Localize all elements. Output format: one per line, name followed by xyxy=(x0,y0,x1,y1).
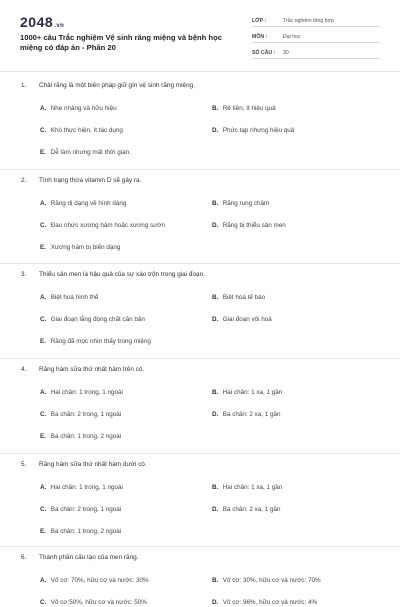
meta-value[interactable]: Trắc nghiệm tổng hợp xyxy=(283,18,334,24)
answer-option[interactable] xyxy=(40,149,131,156)
question-text xyxy=(21,177,141,184)
answer-option[interactable] xyxy=(40,127,123,134)
option-label: B. xyxy=(212,200,219,207)
question-number: 4. xyxy=(21,366,27,373)
option-text: Ba chân: 1 trong, 2 ngoài xyxy=(50,433,122,440)
option-text: Biệt hoá tế bào xyxy=(222,294,266,301)
answer-option[interactable] xyxy=(212,599,317,606)
question-stem: Răng hàm sữa thứ nhất hàm trên có. xyxy=(39,366,145,373)
option-label: E. xyxy=(40,149,46,156)
option-label: A. xyxy=(40,577,47,584)
question-number: 1. xyxy=(21,82,27,89)
option-text: Hai chân: 1 trong, 1 ngoài xyxy=(50,389,123,396)
answer-option[interactable] xyxy=(212,222,286,229)
question-item xyxy=(0,547,400,607)
question-item xyxy=(0,75,400,170)
answer-option[interactable] xyxy=(40,506,121,513)
option-label: C. xyxy=(40,127,47,134)
answer-option[interactable] xyxy=(212,411,281,418)
option-label: E. xyxy=(40,244,46,251)
answer-option[interactable] xyxy=(212,484,282,491)
answer-option[interactable] xyxy=(40,389,123,396)
option-text: Vô cơ: 70%, hữu cơ và nước: 30% xyxy=(50,577,149,584)
question-stem: Thiểu sản men là hậu quả của sự xáo trộn trong giai đoạn. xyxy=(39,271,205,278)
option-text: Răng bị thiểu sản men xyxy=(222,222,286,229)
option-text: Răng đã mọc nhìn thấy trong miệng xyxy=(50,338,151,345)
question-item xyxy=(0,454,400,547)
option-text: Khó thực hiện, ít tác dụng xyxy=(50,127,123,134)
answer-option[interactable] xyxy=(40,222,165,229)
answer-option[interactable] xyxy=(212,105,276,112)
meta-key: SỐ CÂU : xyxy=(252,50,276,56)
meta-row-class xyxy=(252,14,380,27)
option-label: E. xyxy=(40,338,46,345)
question-list xyxy=(0,75,400,607)
answer-option[interactable] xyxy=(40,577,149,584)
option-text: Biệt hoá hình thể xyxy=(50,294,99,301)
question-number: 3. xyxy=(21,271,27,278)
option-label: E. xyxy=(40,433,46,440)
option-text: Nhẹ nhàng và hữu hiệu xyxy=(50,105,117,112)
option-text: Giai đoạn lắng đọng chất căn bản xyxy=(50,316,145,323)
option-text: Vô cơ: 30%, hữu cơ và nước: 70% xyxy=(222,577,321,584)
question-item xyxy=(0,264,400,359)
question-number: 2. xyxy=(21,177,27,184)
document-title: 1000+ câu Trắc nghiệm Vệ sinh răng miệng và bệnh học miệng có đáp án - Phần 20 xyxy=(20,33,222,52)
question-text xyxy=(21,82,195,89)
answer-option[interactable] xyxy=(40,484,123,491)
answer-option[interactable] xyxy=(40,433,121,440)
option-label: B. xyxy=(212,294,219,301)
option-label: B. xyxy=(212,484,219,491)
option-label: B. xyxy=(212,105,219,112)
option-text: Phức tạp nhưng hiệu quả xyxy=(222,127,295,134)
option-text: Đau nhức xương hàm hoặc xương sườn xyxy=(50,222,166,229)
answer-option[interactable] xyxy=(40,338,151,345)
option-text: Ba chân: 2 xa, 1 gần xyxy=(222,411,281,418)
option-text: Vô cơ:50%, hữu cơ và nước: 50% xyxy=(50,599,147,606)
meta-row-count xyxy=(252,46,380,59)
answer-option[interactable] xyxy=(40,200,126,207)
option-text: Giai đoạn vôi hoá xyxy=(222,316,272,323)
option-text: Ba chân: 2 xa, 1 gần xyxy=(222,506,281,513)
option-label: A. xyxy=(40,389,47,396)
answer-option[interactable] xyxy=(212,200,269,207)
answer-option[interactable] xyxy=(40,294,98,301)
answer-option[interactable] xyxy=(212,316,272,323)
meta-value[interactable]: Đại học xyxy=(283,34,301,40)
question-item xyxy=(0,359,400,454)
option-text: Rẻ tiền, ít hiệu quả xyxy=(222,105,276,112)
option-label: B. xyxy=(212,389,219,396)
option-label: A. xyxy=(40,484,47,491)
question-item xyxy=(0,170,400,264)
question-text xyxy=(21,461,147,468)
header-divider xyxy=(0,71,400,72)
answer-option[interactable] xyxy=(212,389,282,396)
logo-text: 2048 xyxy=(20,14,54,30)
option-label: C. xyxy=(40,316,47,323)
option-label: A. xyxy=(40,200,47,207)
answer-option[interactable] xyxy=(40,411,121,418)
option-text: Ba chân: 2 trong, 1 ngoài xyxy=(50,506,122,513)
question-text xyxy=(21,554,138,561)
meta-row-subject xyxy=(252,30,380,43)
answer-option[interactable] xyxy=(212,577,321,584)
question-number: 6. xyxy=(21,554,27,561)
answer-option[interactable] xyxy=(40,244,120,251)
logo-tld: .vn xyxy=(54,23,65,29)
question-stem: Tình trạng thừa vitamin D sẽ gây ra. xyxy=(39,177,142,184)
option-label: D. xyxy=(212,506,219,513)
answer-option[interactable] xyxy=(40,105,117,112)
option-text: Hai chân: 1 xa, 1 gần xyxy=(222,484,283,491)
option-label: A. xyxy=(40,294,47,301)
option-label: A. xyxy=(40,105,47,112)
question-number: 5. xyxy=(21,461,27,468)
question-stem: Chải răng là một biện pháp giữ gìn vệ sinh răng miệng. xyxy=(39,82,195,89)
option-label: C. xyxy=(40,506,47,513)
question-stem: Thành phần cấu tạo của men răng. xyxy=(39,554,139,561)
option-text: Ba chân: 2 trong, 1 ngoài xyxy=(50,411,122,418)
option-label: C. xyxy=(40,599,47,606)
option-label: D. xyxy=(212,411,219,418)
option-label: D. xyxy=(212,127,219,134)
option-text: Xương hàm bị biến dạng xyxy=(50,244,121,251)
question-text xyxy=(21,366,144,373)
option-label: C. xyxy=(40,222,47,229)
answer-option[interactable] xyxy=(212,294,265,301)
answer-option[interactable] xyxy=(212,127,294,134)
page-header xyxy=(0,0,400,70)
option-label: D. xyxy=(212,222,219,229)
option-text: Hai chân: 1 trong, 1 ngoài xyxy=(50,484,123,491)
option-text: Dễ làm nhưng mất thời gian. xyxy=(50,149,131,156)
option-label: C. xyxy=(40,411,47,418)
option-text: Ba chân: 1 trong, 2 ngoài xyxy=(50,528,122,535)
question-text xyxy=(21,271,205,278)
question-stem: Răng hàm sữa thứ nhất hàm dưới có. xyxy=(39,461,147,468)
document-meta xyxy=(252,14,380,62)
option-label: E. xyxy=(40,528,46,535)
option-label: D. xyxy=(212,316,219,323)
meta-value: 30 xyxy=(283,50,289,56)
option-text: Răng rụng chậm xyxy=(222,200,270,207)
answer-option[interactable] xyxy=(40,528,121,535)
meta-key: MÔN : xyxy=(252,34,268,40)
option-label: D. xyxy=(212,599,219,606)
answer-option[interactable] xyxy=(40,599,147,606)
option-label: B. xyxy=(212,577,219,584)
answer-option[interactable] xyxy=(40,316,145,323)
site-logo[interactable] xyxy=(20,14,64,30)
option-text: Hai chân: 1 xa, 1 gần xyxy=(222,389,283,396)
option-text: Răng dị dạng về hình dáng xyxy=(50,200,127,207)
option-text: Vô cơ: 96%, hữu cơ và nước: 4% xyxy=(222,599,318,606)
meta-key: LỚP : xyxy=(252,18,267,24)
answer-option[interactable] xyxy=(212,506,281,513)
